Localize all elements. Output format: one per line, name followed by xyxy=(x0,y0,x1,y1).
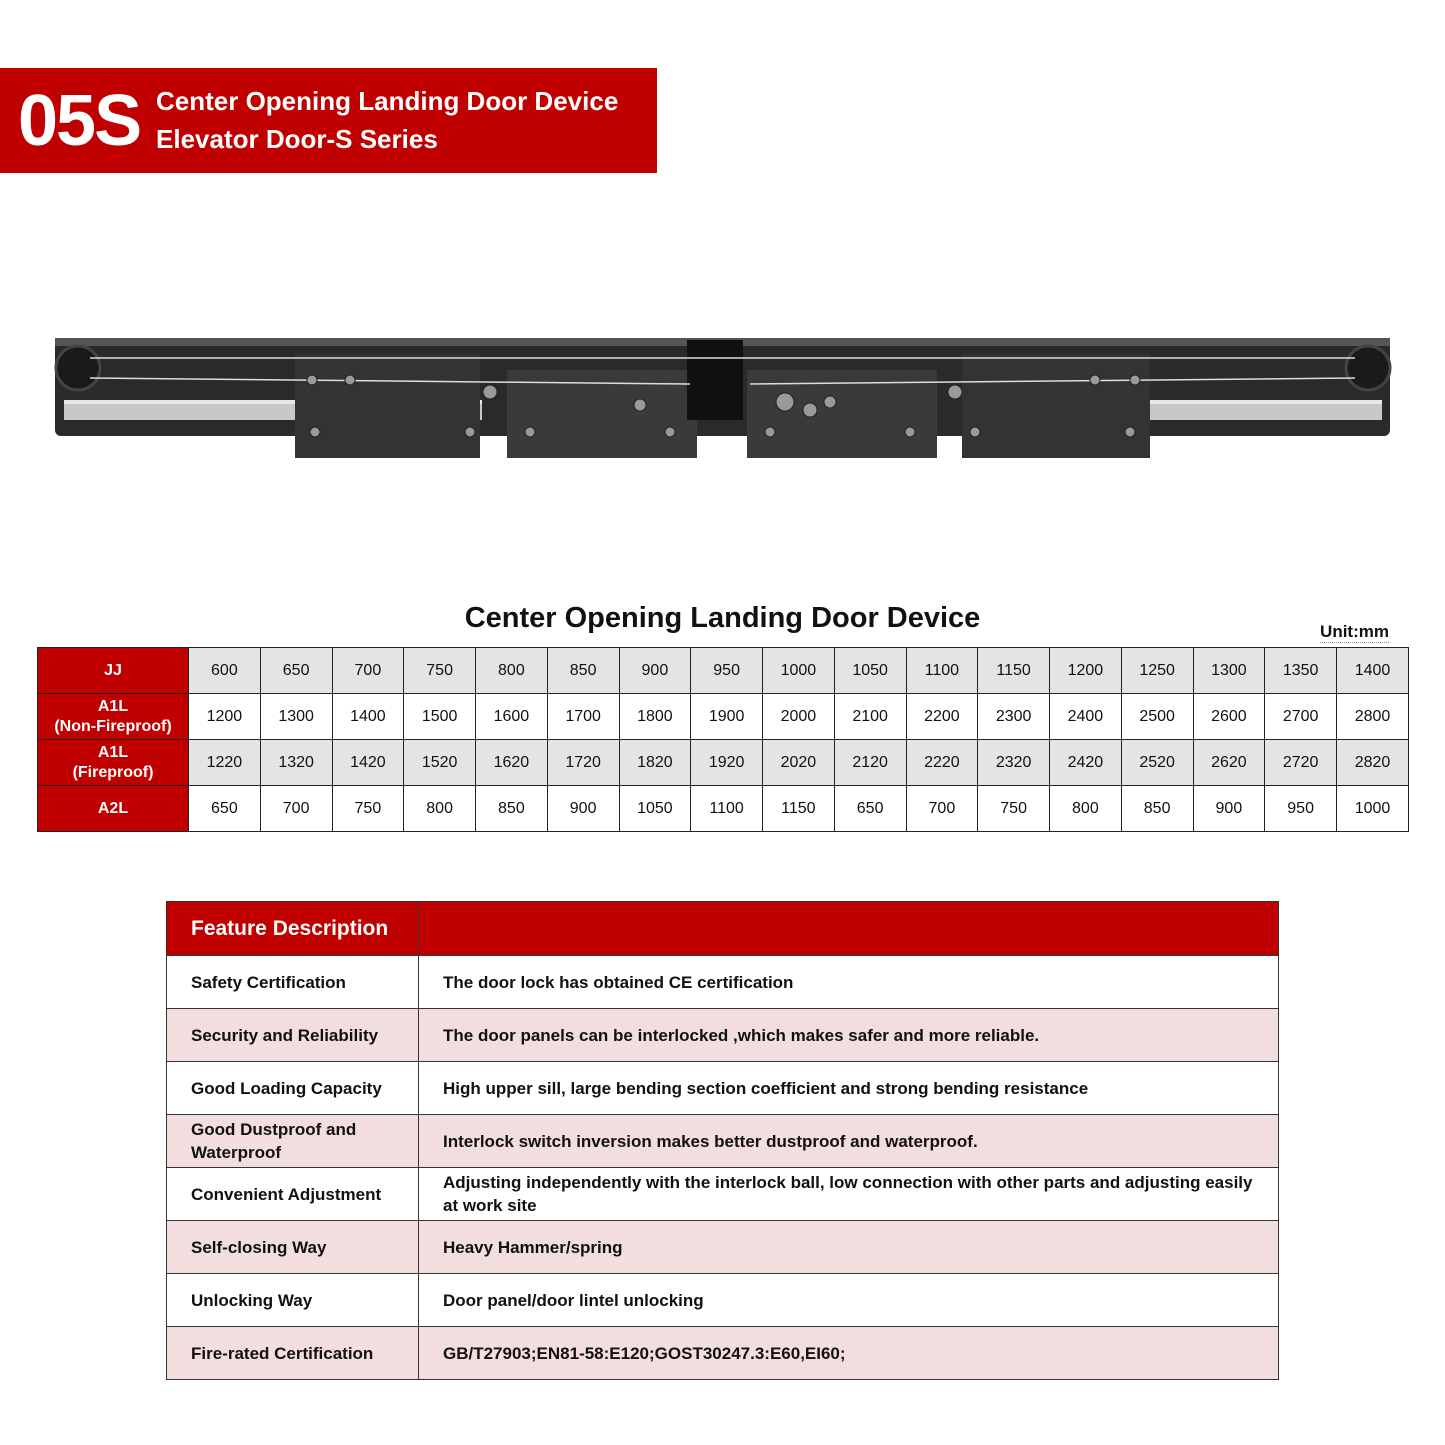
feature-name: Safety Certification xyxy=(167,956,419,1009)
table-cell: 1720 xyxy=(547,740,619,786)
spec-row-a1l-nonfireproof xyxy=(38,694,1409,740)
row-label: A1L (Fireproof) xyxy=(38,740,189,786)
feature-header-label: Feature Description xyxy=(167,902,419,956)
feature-name: Good Dustproof and Waterproof xyxy=(167,1115,419,1168)
table-cell: 750 xyxy=(978,786,1050,832)
table-cell: 800 xyxy=(476,648,548,694)
row-label: JJ xyxy=(38,648,189,694)
table-cell: 950 xyxy=(1265,786,1337,832)
table-cell: 700 xyxy=(906,786,978,832)
table-cell: 750 xyxy=(404,648,476,694)
feature-name: Fire-rated Certification xyxy=(167,1327,419,1380)
table-cell: 2720 xyxy=(1265,740,1337,786)
table-cell: 1620 xyxy=(476,740,548,786)
table-cell: 800 xyxy=(1050,786,1122,832)
table-cell: 1200 xyxy=(189,694,261,740)
table-cell: 1400 xyxy=(332,694,404,740)
table-cell: 850 xyxy=(1121,786,1193,832)
feature-name: Self-closing Way xyxy=(167,1221,419,1274)
table-cell: 1100 xyxy=(691,786,763,832)
table-cell: 1200 xyxy=(1050,648,1122,694)
feature-row xyxy=(167,1115,1279,1168)
table-cell: 1500 xyxy=(404,694,476,740)
feature-row xyxy=(167,1168,1279,1221)
product-series: Elevator Door-S Series xyxy=(156,124,438,154)
table-cell: 2400 xyxy=(1050,694,1122,740)
table-cell: 1150 xyxy=(763,786,835,832)
feature-row xyxy=(167,1221,1279,1274)
table-cell: 1350 xyxy=(1265,648,1337,694)
table-cell: 1000 xyxy=(1337,786,1409,832)
feature-description: The door panels can be interlocked ,which makes safer and more reliable. xyxy=(419,1009,1279,1062)
row-label: A2L xyxy=(38,786,189,832)
feature-description: GB/T27903;EN81-58:E120;GOST30247.3:E60,EI60; xyxy=(419,1327,1279,1380)
table-cell: 1050 xyxy=(834,648,906,694)
table-cell: 1000 xyxy=(763,648,835,694)
table-cell: 800 xyxy=(404,786,476,832)
table-cell: 1300 xyxy=(1193,648,1265,694)
table-cell: 850 xyxy=(547,648,619,694)
table-cell: 600 xyxy=(189,648,261,694)
table-cell: 2300 xyxy=(978,694,1050,740)
table-cell: 2500 xyxy=(1121,694,1193,740)
table-cell: 1250 xyxy=(1121,648,1193,694)
feature-description: Adjusting independently with the interlock ball, low connection with other parts and adjusting easily at work site xyxy=(419,1168,1279,1221)
feature-table xyxy=(166,901,1279,1380)
feature-row xyxy=(167,1009,1279,1062)
table-cell: 950 xyxy=(691,648,763,694)
table-cell: 650 xyxy=(260,648,332,694)
table-cell: 1050 xyxy=(619,786,691,832)
row-label: A1L (Non-Fireproof) xyxy=(38,694,189,740)
header-banner xyxy=(0,68,657,173)
spec-table-title: Center Opening Landing Door Device xyxy=(464,602,981,634)
table-cell: 2420 xyxy=(1050,740,1122,786)
table-cell: 2100 xyxy=(834,694,906,740)
table-cell: 2200 xyxy=(906,694,978,740)
product-code: 05S xyxy=(18,81,141,161)
spec-table xyxy=(37,647,1409,832)
feature-row xyxy=(167,956,1279,1009)
table-cell: 1700 xyxy=(547,694,619,740)
spec-row-a2l xyxy=(38,786,1409,832)
table-cell: 2520 xyxy=(1121,740,1193,786)
table-cell: 2020 xyxy=(763,740,835,786)
table-cell: 2320 xyxy=(978,740,1050,786)
table-cell: 700 xyxy=(332,648,404,694)
table-cell: 1100 xyxy=(906,648,978,694)
feature-description: Door panel/door lintel unlocking xyxy=(419,1274,1279,1327)
feature-description: High upper sill, large bending section coefficient and strong bending resistance xyxy=(419,1062,1279,1115)
product-title: Center Opening Landing Door Device xyxy=(156,86,619,116)
table-cell: 900 xyxy=(1193,786,1265,832)
table-cell: 1150 xyxy=(978,648,1050,694)
table-cell: 2120 xyxy=(834,740,906,786)
unit-label: Unit:mm xyxy=(1320,622,1389,641)
table-cell: 1400 xyxy=(1337,648,1409,694)
table-cell: 1600 xyxy=(476,694,548,740)
table-cell: 1900 xyxy=(691,694,763,740)
spec-row-a1l-fireproof xyxy=(38,740,1409,786)
table-cell: 2220 xyxy=(906,740,978,786)
table-cell: 1420 xyxy=(332,740,404,786)
table-cell: 2600 xyxy=(1193,694,1265,740)
feature-row xyxy=(167,1274,1279,1327)
feature-header-blank xyxy=(419,902,1279,956)
table-cell: 700 xyxy=(260,786,332,832)
table-cell: 2800 xyxy=(1337,694,1409,740)
table-cell: 1920 xyxy=(691,740,763,786)
feature-table-header xyxy=(167,902,1279,956)
table-cell: 1820 xyxy=(619,740,691,786)
table-cell: 2700 xyxy=(1265,694,1337,740)
table-cell: 900 xyxy=(547,786,619,832)
feature-name: Security and Reliability xyxy=(167,1009,419,1062)
feature-name: Unlocking Way xyxy=(167,1274,419,1327)
table-cell: 2820 xyxy=(1337,740,1409,786)
feature-row xyxy=(167,1062,1279,1115)
table-cell: 650 xyxy=(834,786,906,832)
landing-door-device-image xyxy=(50,330,1395,470)
feature-row xyxy=(167,1327,1279,1380)
feature-description: Heavy Hammer/spring xyxy=(419,1221,1279,1274)
spec-row-jj xyxy=(38,648,1409,694)
table-cell: 1520 xyxy=(404,740,476,786)
table-cell: 1320 xyxy=(260,740,332,786)
feature-description: Interlock switch inversion makes better dustproof and waterproof. xyxy=(419,1115,1279,1168)
table-cell: 2000 xyxy=(763,694,835,740)
table-cell: 850 xyxy=(476,786,548,832)
table-cell: 1220 xyxy=(189,740,261,786)
feature-name: Convenient Adjustment xyxy=(167,1168,419,1221)
feature-name: Good Loading Capacity xyxy=(167,1062,419,1115)
table-cell: 1300 xyxy=(260,694,332,740)
table-cell: 750 xyxy=(332,786,404,832)
table-cell: 2620 xyxy=(1193,740,1265,786)
table-cell: 650 xyxy=(189,786,261,832)
feature-description: The door lock has obtained CE certification xyxy=(419,956,1279,1009)
table-cell: 900 xyxy=(619,648,691,694)
table-cell: 1800 xyxy=(619,694,691,740)
